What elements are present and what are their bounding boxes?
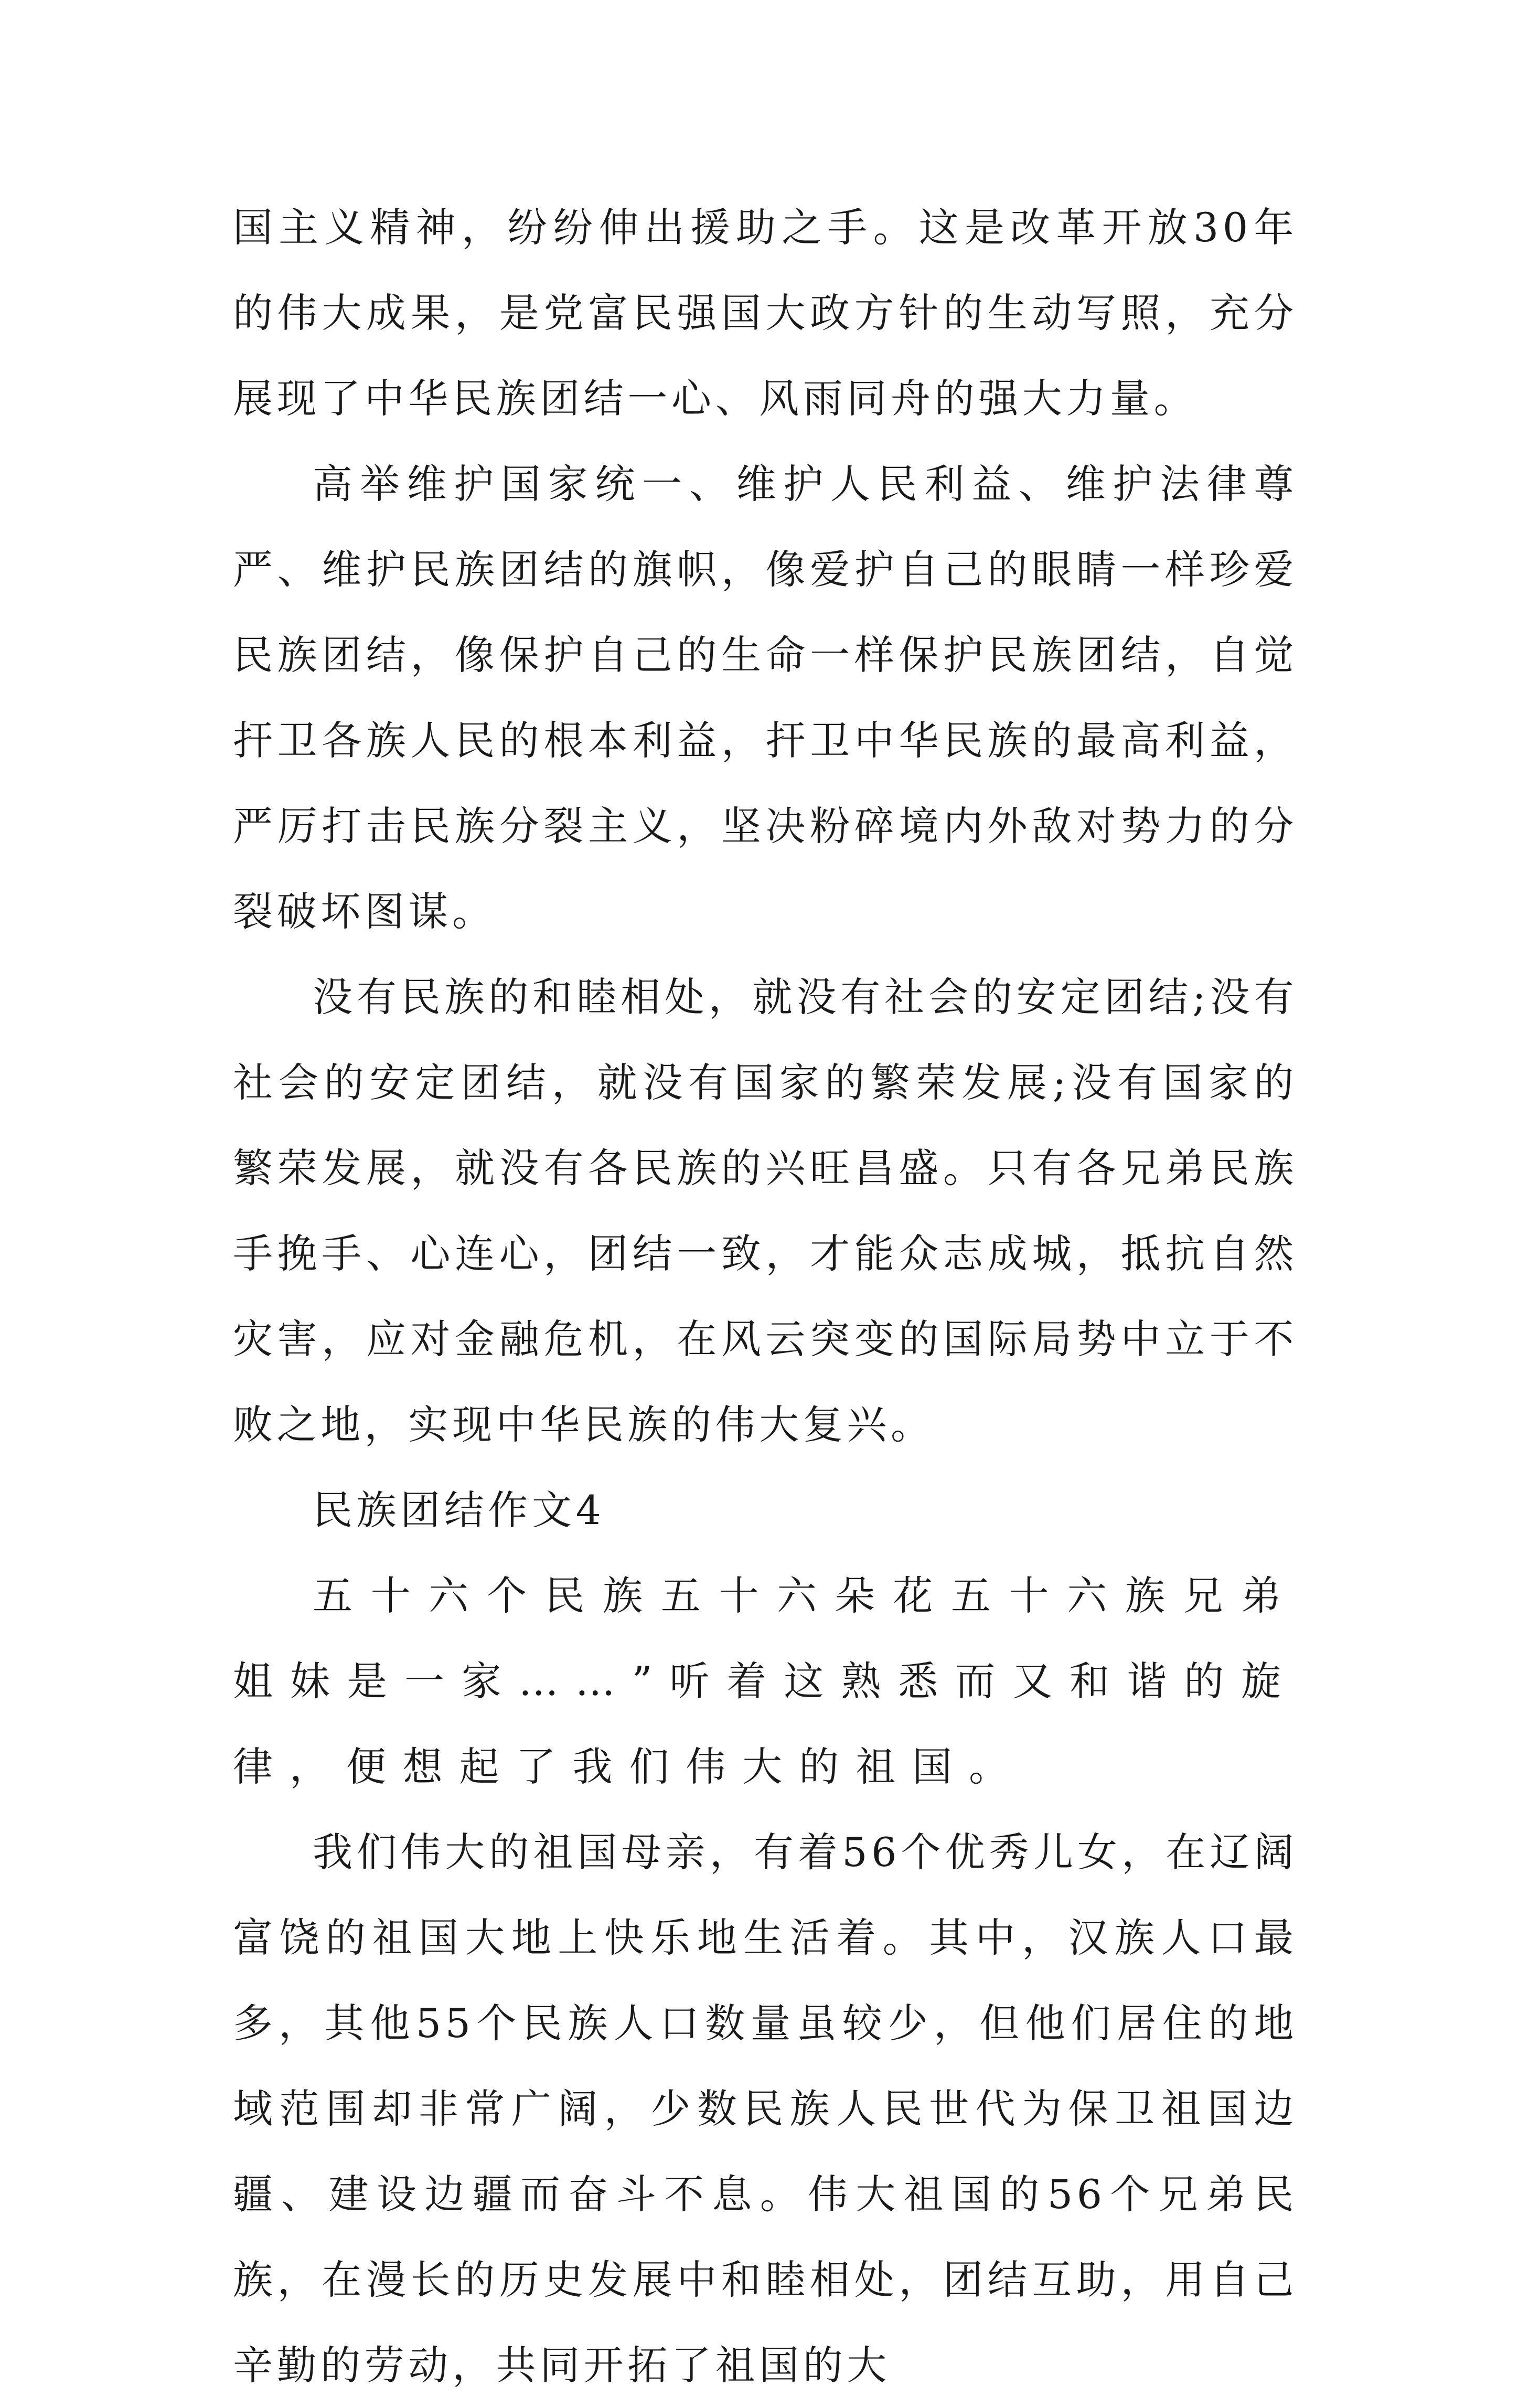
essay-heading: 民族团结作文4: [313, 1487, 605, 1533]
paragraph-continued: 国主义精神，纷纷伸出援助之手。这是改革开放30年的伟大成果，是党富民强国大政方针的生动写照，充分展现了中华民族团结一心、风雨同舟的强大力量。: [233, 204, 1298, 422]
paragraph-motherland: 我们伟大的祖国母亲，有着56个优秀儿女，在辽阔富饶的祖国大地上快乐地生活着。其中，汉族人口最多，其他55个民族人口数量虽较少，但他们居住的地域范围却非常广阔，少数民族人民世代为保卫祖国边疆、建设边疆而奋斗不息。伟大祖国的56个兄弟民族，在漫长的历史发展中和睦相处，团结互助，用自己辛勤的劳动，共同开拓了祖国的大: [233, 1829, 1298, 2389]
document-body: [233, 185, 1298, 2408]
paragraph-harmony: 没有民族的和睦相处，就没有社会的安定团结;没有社会的安定团结，就没有国家的繁荣发展;没有国家的繁荣发展，就没有各民族的兴旺昌盛。只有各兄弟民族手挽手、心连心，团结一致，才能众志成城，抵抗自然灾害，应对金融危机，在风云突变的国际局势中立于不败之地，实现中华民族的伟大复兴。: [233, 974, 1298, 1448]
paragraph-song-lyric: 五十六个民族五十六朵花五十六族兄弟姐妹是一家……”听着这熟悉而又和谐的旋律，便想起了我们伟大的祖国。: [233, 1572, 1298, 1790]
paragraph-uphold-unity: 高举维护国家统一、维护人民利益、维护法律尊严、维护民族团结的旗帜，像爱护自己的眼睛一样珍爱民族团结，像保护自己的生命一样保护民族团结，自觉扞卫各族人民的根本利益，扞卫中华民族的最高利益，严厉打击民族分裂主义，坚决粉碎境内外敌对势力的分裂破坏图谋。: [233, 461, 1298, 935]
